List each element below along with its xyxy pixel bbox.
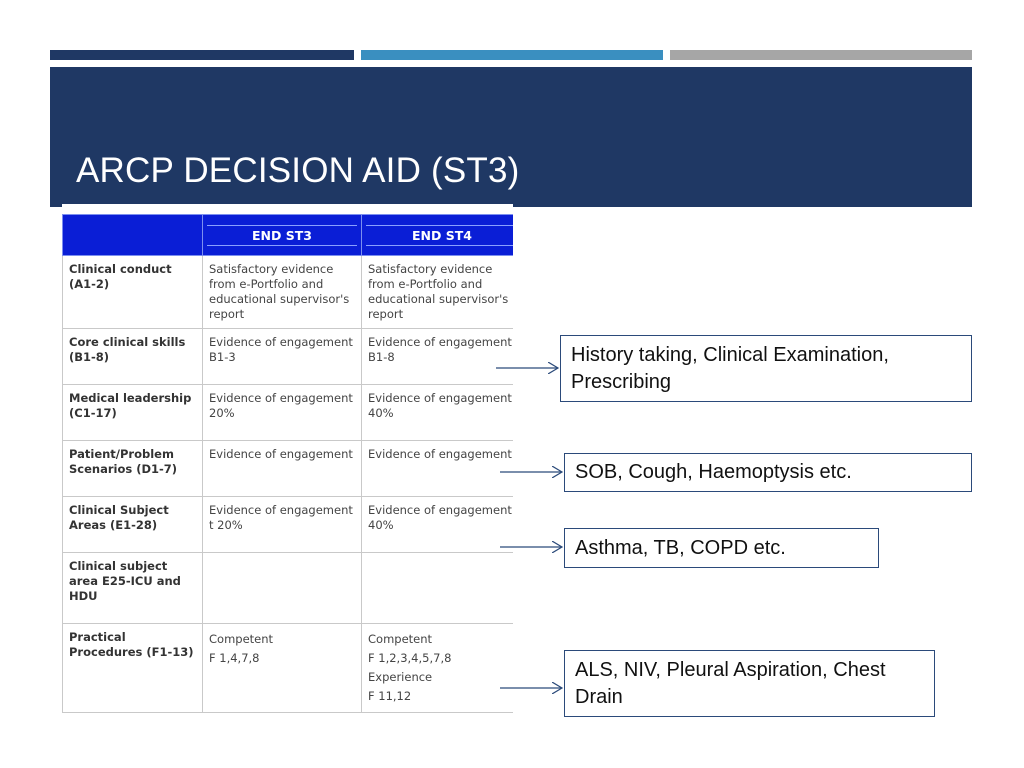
cell-st4: Competent F 1,2,3,4,5,7,8 Experience F 11,12 [362, 624, 514, 713]
cell-st4: Evidence of engagement [362, 441, 514, 497]
cell-st3: Evidence of engagement t 20% [203, 497, 362, 553]
cell-st3: Evidence of engagement 20% [203, 385, 362, 441]
decision-table-image [62, 204, 513, 714]
row-label: Clinical Subject Areas (E1-28) [63, 497, 203, 553]
decision-table [62, 214, 513, 713]
callout-core-skills: History taking, Clinical Examination, Prescribing [560, 335, 972, 402]
top-stripe-navy [50, 50, 354, 60]
row-label: Patient/Problem Scenarios (D1-7) [63, 441, 203, 497]
cell-st4: Satisfactory evidence from e-Portfolio and educational supervisor's report [362, 256, 514, 329]
cell-st4 [362, 553, 514, 624]
cell-st3: Competent F 1,4,7,8 [203, 624, 362, 713]
callout-patient-scenarios: SOB, Cough, Haemoptysis etc. [564, 453, 972, 492]
cell-st3: Satisfactory evidence from e-Portfolio and educational supervisor's report [203, 256, 362, 329]
top-stripe-blue [361, 50, 663, 60]
table-row [63, 497, 514, 553]
top-stripe-gray [670, 50, 972, 60]
cell-st4: Evidence of engagement B1-8 [362, 329, 514, 385]
row-label: Core clinical skills (B1-8) [63, 329, 203, 385]
cell-st3: Evidence of engagement B1-3 [203, 329, 362, 385]
column-header-blank [63, 215, 203, 256]
table-row [63, 441, 514, 497]
table-row [63, 624, 514, 713]
cell-st3 [203, 553, 362, 624]
cell-st3: Evidence of engagement [203, 441, 362, 497]
slide-title: ARCP DECISION AID (ST3) [76, 151, 520, 190]
row-label: Clinical conduct (A1-2) [63, 256, 203, 329]
callout-clinical-subjects: Asthma, TB, COPD etc. [564, 528, 879, 568]
table-row [63, 385, 514, 441]
cell-st4: Evidence of engagement 40% [362, 497, 514, 553]
column-header-end-st4: END ST4 [362, 215, 514, 256]
table-row [63, 329, 514, 385]
callout-practical-procedures: ALS, NIV, Pleural Aspiration, Chest Drain [564, 650, 935, 717]
table-row [63, 553, 514, 624]
row-label: Practical Procedures (F1-13) [63, 624, 203, 713]
cell-st4: Evidence of engagement 40% [362, 385, 514, 441]
table-row [63, 256, 514, 329]
table-header-row [63, 215, 514, 256]
row-label: Clinical subject area E25-ICU and HDU [63, 553, 203, 624]
title-band [50, 67, 972, 207]
row-label: Medical leadership (C1-17) [63, 385, 203, 441]
column-header-end-st3: END ST3 [203, 215, 362, 256]
